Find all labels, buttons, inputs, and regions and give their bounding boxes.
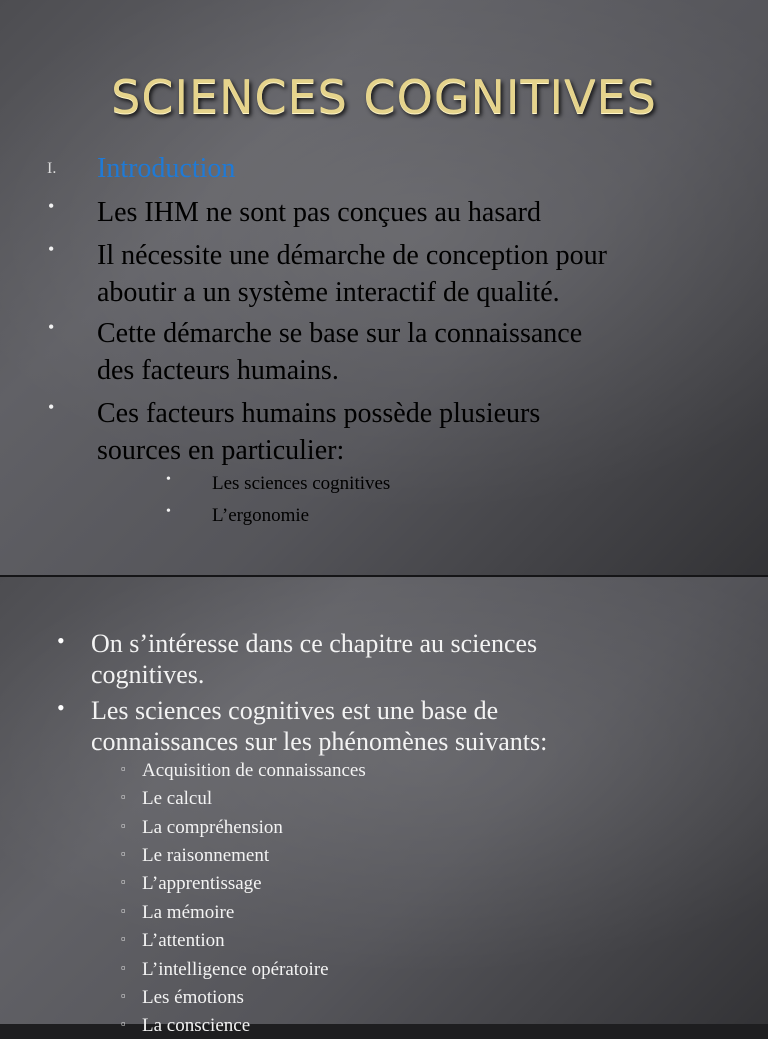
sub-item-text: Le calcul — [142, 788, 213, 809]
bullet-icon: • — [48, 196, 55, 216]
sub-item-text: Le raisonnement — [142, 845, 270, 866]
bullet-text: Il nécessite une démarche de conception pour — [97, 240, 608, 271]
bullet-text: Ces facteurs humains possède plusieurs — [97, 398, 541, 429]
sub-item-text: L’apprentissage — [142, 873, 262, 894]
square-bullet-icon: ▫ — [121, 789, 126, 804]
sub-bullet-text: Les sciences cognitives — [212, 473, 391, 494]
square-bullet-icon: ▫ — [121, 761, 126, 776]
sub-item-text: Acquisition de connaissances — [142, 760, 366, 781]
bullet-text: Les IHM ne sont pas conçues au hasard — [97, 197, 541, 228]
bullet-text: connaissances sur les phénomènes suivants: — [91, 727, 548, 756]
sub-item-text: L’attention — [142, 930, 225, 951]
slide-title: SCIENCES COGNITIVES — [111, 70, 657, 124]
bullet-icon: • — [48, 317, 55, 337]
bullet-text: des facteurs humains. — [97, 355, 339, 386]
sub-bullet-icon: • — [166, 472, 171, 487]
bullet-text: sources en particulier: — [97, 435, 345, 466]
bullet-icon: • — [48, 397, 55, 417]
sub-item-text: Les émotions — [142, 987, 244, 1008]
bullet-icon: • — [57, 695, 65, 720]
bullet-text: aboutir a un système interactif de qualité. — [97, 277, 560, 308]
square-bullet-icon: ▫ — [121, 1016, 126, 1031]
sub-bullet-text: L’ergonomie — [212, 505, 310, 526]
sub-item-text: La compréhension — [142, 817, 283, 838]
square-bullet-icon: ▫ — [121, 960, 126, 975]
bullet-text: cognitives. — [91, 660, 205, 689]
sub-item-text: L’intelligence opératoire — [142, 959, 329, 980]
square-bullet-icon: ▫ — [121, 846, 126, 861]
bullet-text: On s’intéresse dans ce chapitre au sciences — [91, 629, 538, 658]
sub-item-text: La mémoire — [142, 902, 235, 923]
sub-item-text: La conscience — [142, 1015, 251, 1036]
bullet-icon: • — [57, 628, 65, 653]
square-bullet-icon: ▫ — [121, 903, 126, 918]
square-bullet-icon: ▫ — [121, 931, 126, 946]
sub-bullet-icon: • — [166, 504, 171, 519]
roman-numeral-marker: I. — [47, 160, 57, 177]
slide-2 — [0, 577, 768, 1036]
square-bullet-icon: ▫ — [121, 874, 126, 889]
intro-label: Introduction — [97, 153, 236, 184]
bullet-text: Les sciences cognitives est une base de — [91, 696, 499, 725]
square-bullet-icon: ▫ — [121, 818, 126, 833]
bullet-icon: • — [48, 239, 55, 259]
square-bullet-icon: ▫ — [121, 988, 126, 1003]
bullet-text: Cette démarche se base sur la connaissance — [97, 318, 583, 349]
